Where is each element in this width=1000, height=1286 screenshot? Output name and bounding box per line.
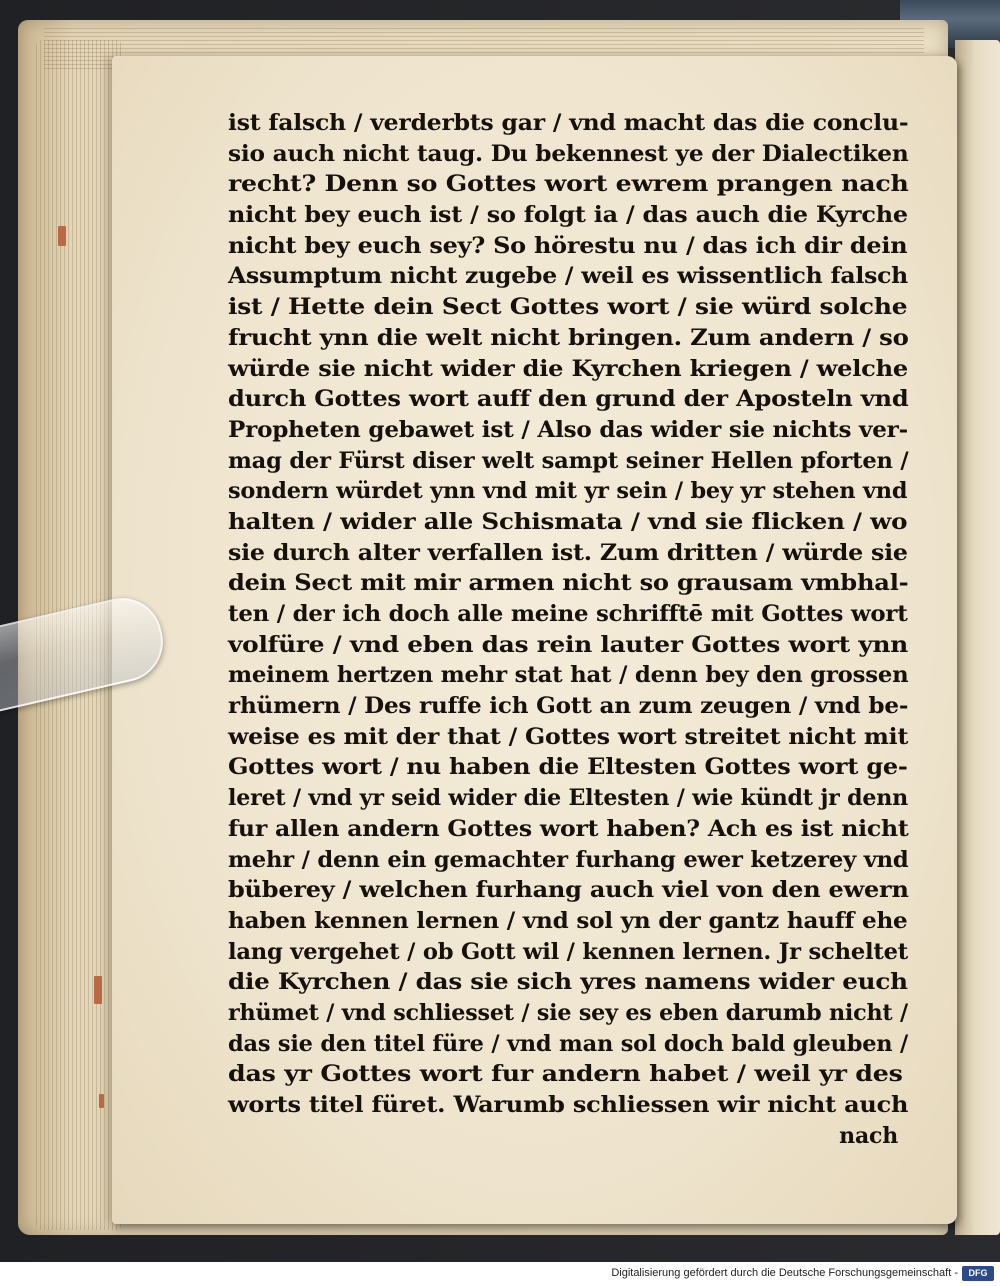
text-line: sio auch nicht taug. Du bekennest ye der Dialectiken xyxy=(228,140,909,167)
text-line: büberey / welchen furhang auch viel von den ewern xyxy=(228,877,909,904)
dfg-logo: DFG xyxy=(962,1266,994,1281)
text-line: worts titel füret. Warumb schliessen wir nicht auch xyxy=(228,1092,909,1118)
text-line: Gottes wort / nu haben die Eltesten Gottes wort ge- xyxy=(228,754,908,781)
text-line: das sie den titel füre / vnd man sol doch bald gleuben / xyxy=(228,1030,909,1057)
text-line: die Kyrchen / das sie sich yres namens wider euch xyxy=(228,969,908,996)
text-line: nicht bey euch ist / so folgt ia / das auch die Kyrche xyxy=(228,202,908,229)
text-line: meinem hertzen mehr stat hat / denn bey den grossen xyxy=(228,662,909,689)
text-line: Assumptum nicht zugebe / weil es wissentlich falsch xyxy=(228,263,909,290)
text-line: sie durch alter verfallen ist. Zum dritten / würde sie xyxy=(228,539,908,566)
text-line: frucht ynn die welt nicht bringen. Zum andern / so xyxy=(228,324,909,351)
text-line: lang vergehet / ob Gott wil / kennen lernen. Jr scheltet xyxy=(228,938,909,965)
text-line: Propheten gebawet ist / Also das wider sie nichts ver- xyxy=(228,416,908,443)
text-line: leret / vnd yr seid wider die Eltesten / wie kündt jr denn xyxy=(228,785,909,812)
page-tab-marker xyxy=(94,976,102,1004)
page-tab-marker xyxy=(58,226,66,246)
text-line: durch Gottes wort auff den grund der Aposteln vnd xyxy=(228,386,909,413)
text-line: mehr / denn ein gemachter furhang ewer ketzerey vnd xyxy=(228,846,909,873)
text-line: das yr Gottes wort fur andern habet / weil yr des xyxy=(228,1061,903,1088)
text-line: ten / der ich doch alle meine schrifftē mit Gottes wort xyxy=(228,601,908,627)
catchword: nach xyxy=(839,1122,898,1149)
text-line: halten / wider alle Schismata / vnd sie flicken / wo xyxy=(228,508,908,535)
text-line: ist / Hette dein Sect Gottes wort / sie würd solche xyxy=(228,294,908,321)
text-line: dein Sect mit mir armen nicht so grausam vmbhal- xyxy=(228,570,909,597)
text-line: volfüre / vnd eben das rein lauter Gottes wort ynn xyxy=(228,631,909,658)
text-line: ist falsch / verderbts gar / vnd macht das die conclu- xyxy=(228,110,909,136)
text-line: recht? Denn so Gottes wort ewrem prangen nach xyxy=(228,171,909,198)
page-text xyxy=(228,108,908,1151)
funding-credit: Digitalisierung gefördert durch die Deutsche Forschungsgemeinschaft - xyxy=(611,1267,958,1279)
text-line: sondern würdet ynn vnd mit yr sein / bey yr stehen vnd xyxy=(228,478,908,505)
text-line: würde sie nicht wider die Kyrchen kriegen / welche xyxy=(228,355,908,382)
text-line: rhümern / Des ruffe ich Gott an zum zeugen / vnd be- xyxy=(228,693,909,720)
text-line: weise es mit der that / Gottes wort streitet nicht mit xyxy=(228,723,909,750)
text-line: fur allen andern Gottes wort haben? Ach es ist nicht xyxy=(228,815,909,842)
text-line: haben kennen lernen / vnd sol yn der gantz hauff ehe xyxy=(228,907,908,934)
footer-bar xyxy=(0,1262,1000,1286)
text-line: mag der Fürst diser welt sampt seiner Hellen pforten / xyxy=(228,447,909,474)
text-line: nicht bey euch sey? So hörestu nu / das ich dir dein xyxy=(228,232,908,259)
text-line: rhümet / vnd schliesset / sie sey es eben darumb nicht / xyxy=(228,999,908,1026)
page-tab-marker xyxy=(99,1094,104,1108)
